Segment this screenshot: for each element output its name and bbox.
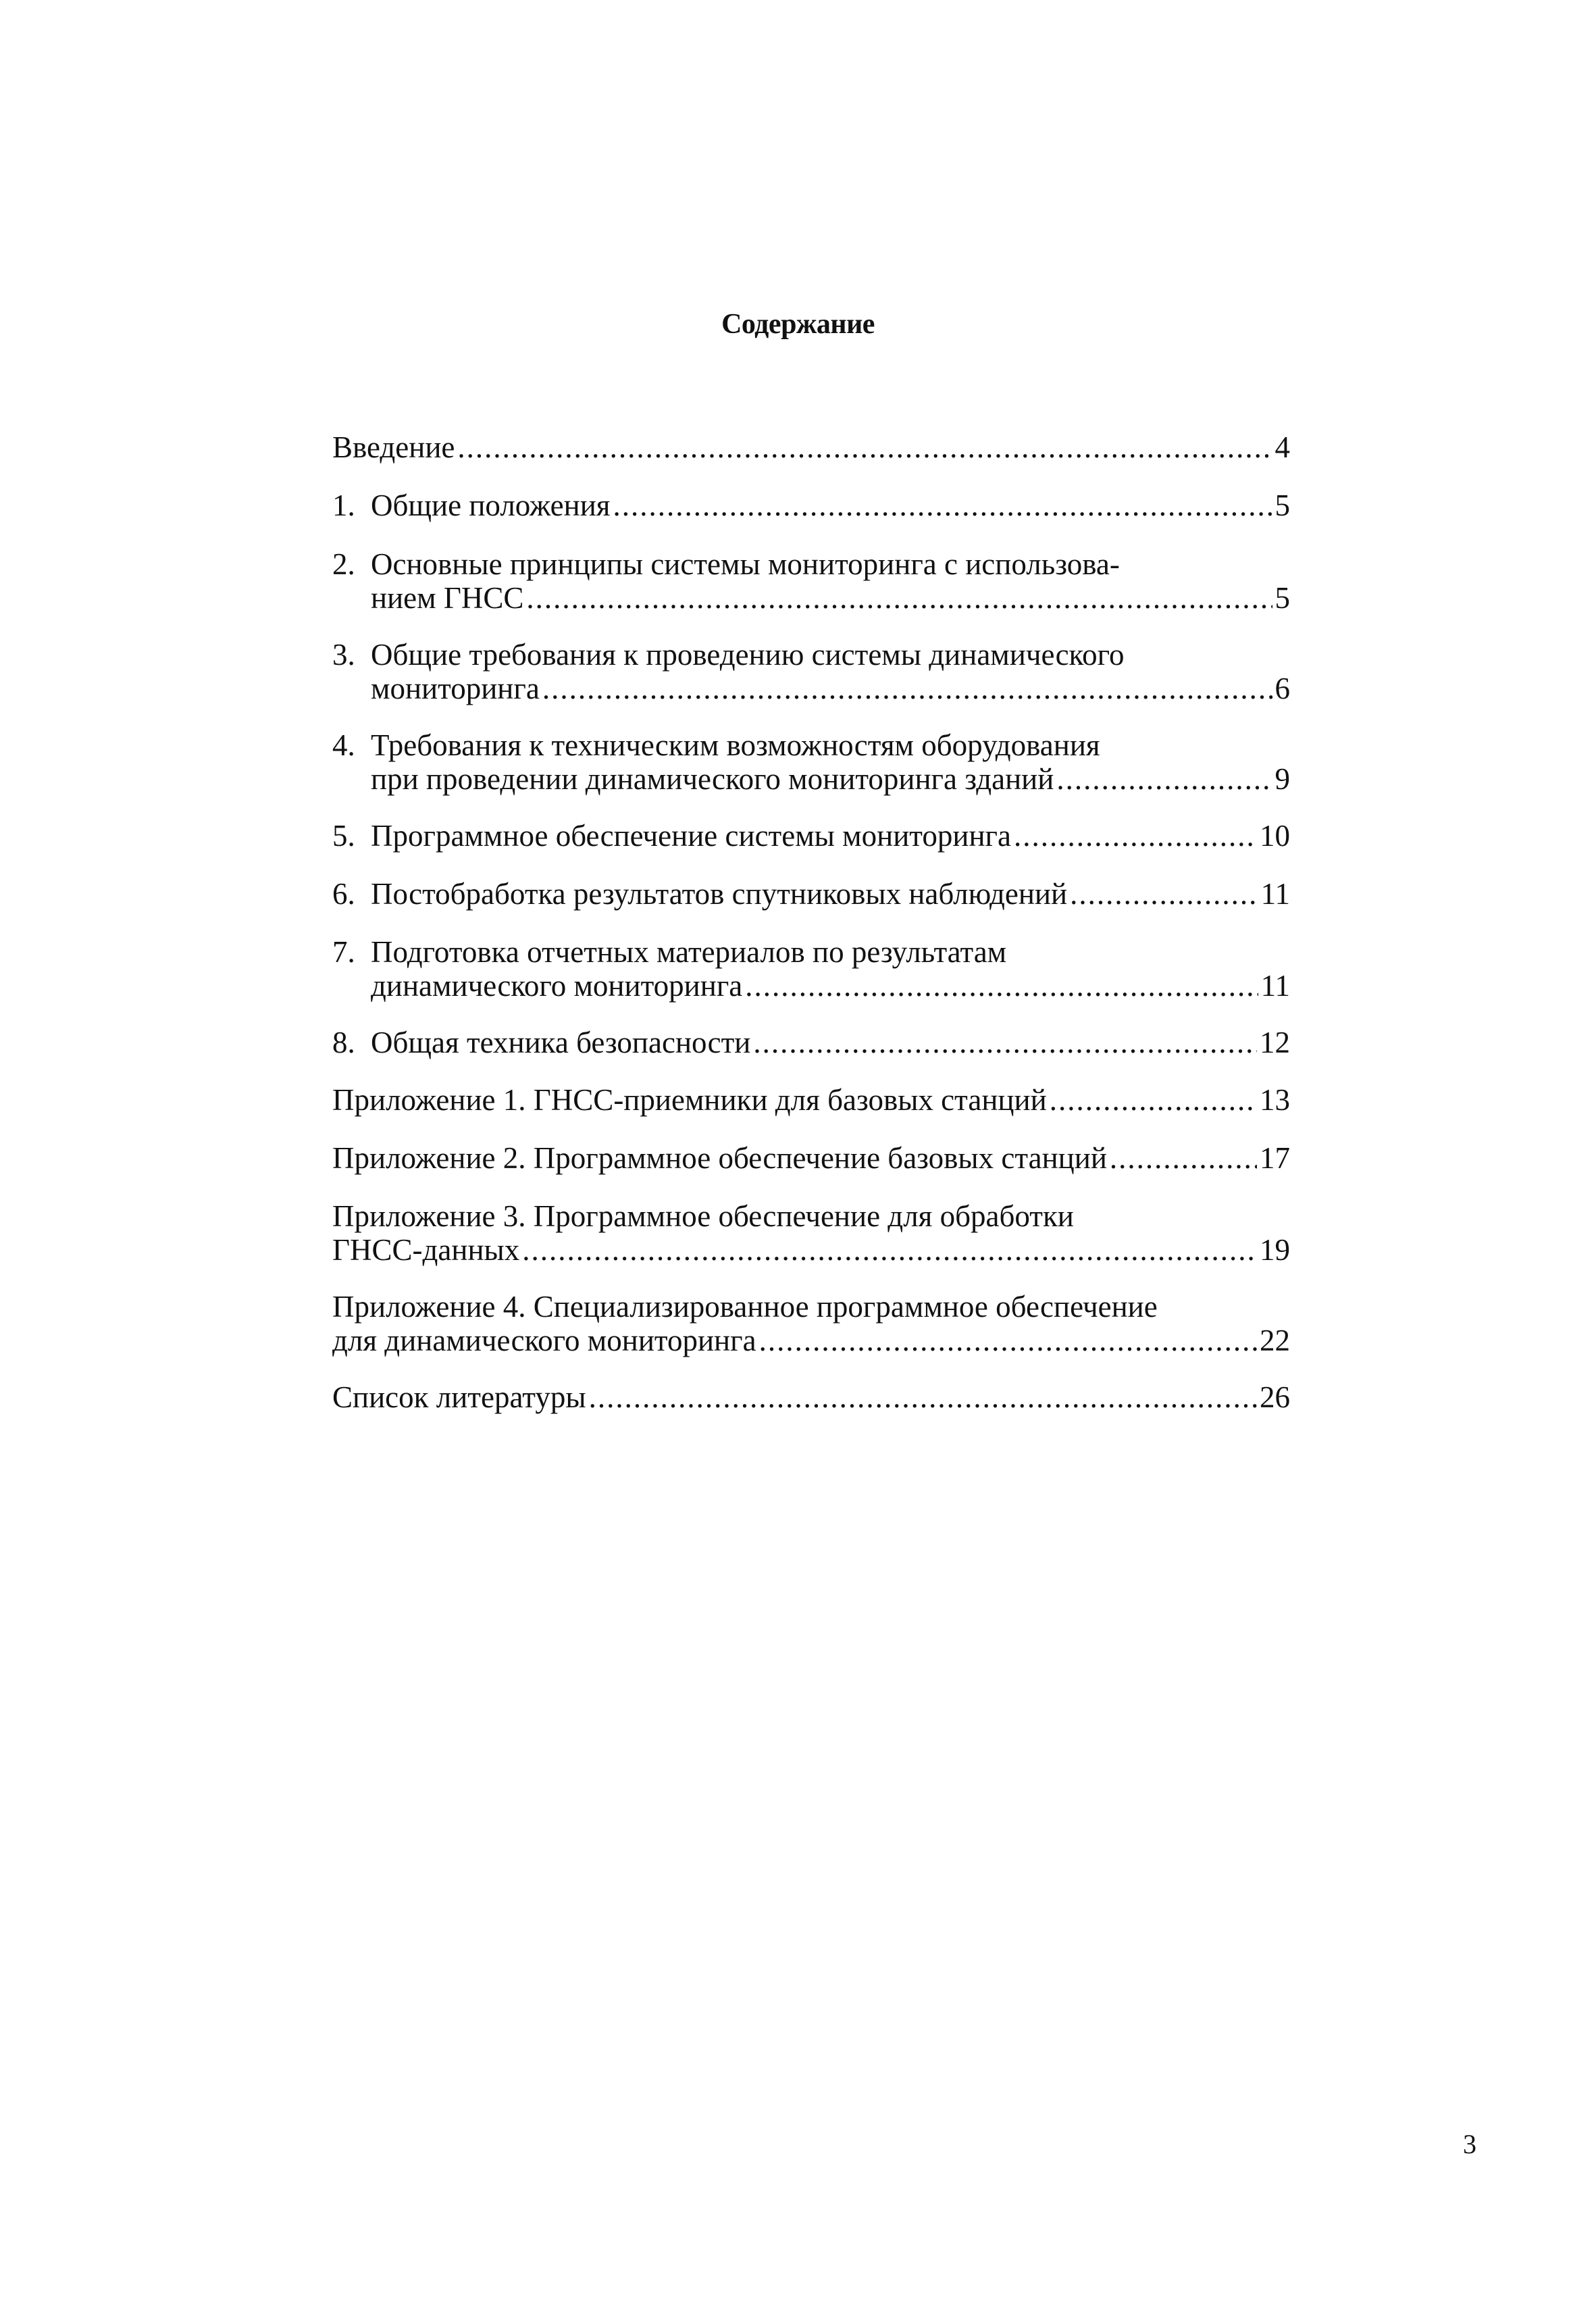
toc-entry-title: Постобработка результатов спутниковых наблюдений (371, 877, 1068, 911)
toc-entry-page: 6 (1275, 672, 1290, 705)
toc-entry-number: 6. (332, 877, 355, 911)
toc-entry-line (332, 1290, 1290, 1324)
dot-leader (753, 1026, 1257, 1059)
toc-entry-section-4 (332, 728, 1290, 796)
page-title: Содержание (721, 309, 875, 340)
toc-entry-title: Общая техника безопасности (371, 1026, 751, 1059)
dot-leader (1070, 877, 1258, 911)
toc-entry-line (332, 488, 1290, 522)
toc-entry-page: 4 (1275, 430, 1290, 464)
toc-entry-page: 17 (1260, 1141, 1290, 1175)
dot-leader (1056, 762, 1272, 796)
toc-entry-page: 19 (1260, 1233, 1290, 1267)
dot-leader (542, 672, 1272, 705)
toc-entry-line (332, 1083, 1290, 1117)
toc-entry-page: 11 (1260, 969, 1290, 1003)
toc-entry-line (332, 1233, 1290, 1267)
toc-entry-line (332, 1026, 1290, 1059)
toc-entry-page: 12 (1260, 1026, 1290, 1059)
toc-entry-title-continued: мониторинга (371, 672, 540, 705)
toc-entry-title: Список литературы (332, 1380, 586, 1414)
toc-entry-line (332, 1380, 1290, 1414)
toc-entry-line (332, 672, 1290, 705)
toc-entry-line (332, 877, 1290, 911)
dot-leader (589, 1380, 1257, 1414)
toc-entry-line (332, 1141, 1290, 1175)
dot-leader (1110, 1141, 1257, 1175)
toc-entry-title: Основные принципы системы мониторинга с использова- (371, 547, 1120, 581)
toc-entry-line (332, 1324, 1290, 1357)
toc-entry-title: Приложение 4. Специализированное программное обеспечение (332, 1290, 1158, 1324)
toc-entry-appendix-2 (332, 1141, 1290, 1175)
toc-entry-page: 11 (1260, 877, 1290, 911)
toc-entry-page: 10 (1260, 819, 1290, 853)
toc-entry-number: 2. (332, 547, 355, 581)
dot-leader (1050, 1083, 1257, 1117)
toc-entry-title-continued: динамического мониторинга (371, 969, 743, 1003)
toc-entry-number: 3. (332, 638, 355, 672)
toc-entry-section-5 (332, 819, 1290, 853)
toc-entry-number: 7. (332, 935, 355, 969)
toc-entry-line (332, 762, 1290, 796)
toc-entry-line (332, 969, 1290, 1003)
toc-entry-title: Введение (332, 430, 455, 464)
toc-entry-section-2 (332, 547, 1290, 615)
toc-entry-section-1 (332, 488, 1290, 522)
toc-entry-title-continued: для динамического мониторинга (332, 1324, 756, 1357)
toc-entry-number: 5. (332, 819, 355, 853)
toc-entry-references (332, 1380, 1290, 1414)
toc-entry-line (332, 935, 1290, 969)
dot-leader (526, 581, 1272, 615)
toc-entry-section-3 (332, 638, 1290, 705)
toc-entry-section-7 (332, 935, 1290, 1003)
toc-entry-page: 9 (1275, 762, 1290, 796)
dot-leader (745, 969, 1258, 1003)
toc-entry-appendix-4 (332, 1290, 1290, 1357)
dot-leader (457, 430, 1272, 464)
toc-entry-title: Приложение 1. ГНСС-приемники для базовых станций (332, 1083, 1047, 1117)
toc-entry-title: Общие положения (371, 488, 611, 522)
toc-entry-appendix-3 (332, 1199, 1290, 1267)
toc-entry-page: 22 (1260, 1324, 1290, 1357)
toc-entry-section-8 (332, 1026, 1290, 1059)
toc-entry-title: Подготовка отчетных материалов по результатам (371, 935, 1007, 969)
dot-leader (522, 1233, 1257, 1267)
dot-leader (613, 488, 1272, 522)
toc-entry-number: 4. (332, 728, 355, 762)
toc-entry-title-continued: при проведении динамического мониторинга зданий (371, 762, 1054, 796)
toc-entry-page: 13 (1260, 1083, 1290, 1117)
dot-leader (1014, 819, 1257, 853)
toc-entry-page: 5 (1275, 581, 1290, 615)
page-number: 3 (1463, 2129, 1476, 2159)
toc-entry-line (332, 581, 1290, 615)
toc-entry-title: Приложение 2. Программное обеспечение базовых станций (332, 1141, 1107, 1175)
toc-entry-introduction (332, 430, 1290, 464)
toc-entry-page: 26 (1260, 1380, 1290, 1414)
toc-entry-line (332, 819, 1290, 853)
toc-entry-title: Приложение 3. Программное обеспечение для обработки (332, 1199, 1074, 1233)
toc-entry-number: 1. (332, 488, 355, 522)
toc-entry-title: Общие требования к проведению системы динамического (371, 638, 1125, 672)
toc-entry-section-6 (332, 877, 1290, 911)
toc-entry-line (332, 547, 1290, 581)
toc-entry-title: Требования к техническим возможностям оборудования (371, 728, 1100, 762)
toc-entry-title-continued: нием ГНСС (371, 581, 524, 615)
toc-entry-page: 5 (1275, 488, 1290, 522)
toc-entry-line (332, 728, 1290, 762)
toc-entry-appendix-1 (332, 1083, 1290, 1117)
toc-entry-line (332, 638, 1290, 672)
toc-entry-title: Программное обеспечение системы мониторинга (371, 819, 1011, 853)
toc-entry-line (332, 430, 1290, 464)
toc-entry-number: 8. (332, 1026, 355, 1059)
toc-entry-title-continued: ГНСС-данных (332, 1233, 520, 1267)
dot-leader (759, 1324, 1257, 1357)
toc-entry-line (332, 1199, 1290, 1233)
